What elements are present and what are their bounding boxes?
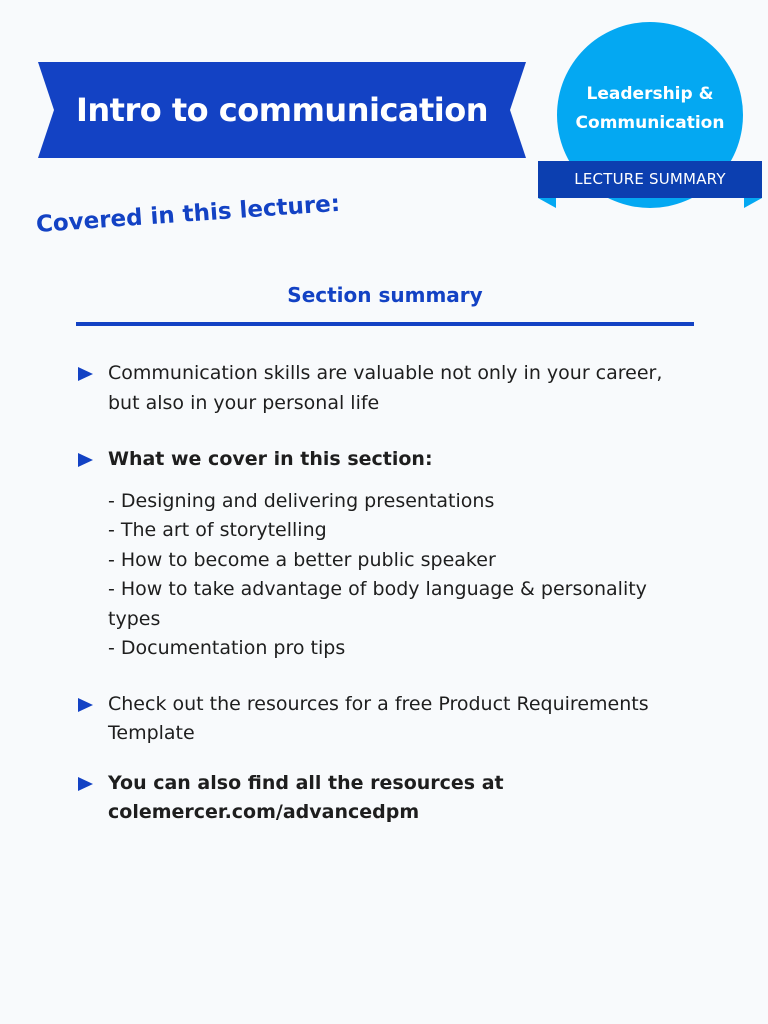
course-badge [538,20,762,210]
list-item [76,769,696,828]
list-item-text: Check out the resources for a free Product Requirements Template [108,692,649,744]
list-item-text: You can also find all the resources at colemercer.com/advancedpm [108,771,504,823]
ribbon-tail-right [744,198,762,208]
triangle-bullet-icon [78,367,93,381]
topic-list [76,487,696,664]
topic-item: - Designing and delivering presentations [108,489,495,512]
topic-item: - How to take advantage of body language & personality types [108,578,647,630]
course-name [557,80,743,138]
summary-list [76,359,696,828]
section-divider [76,322,694,326]
topic-item: - Documentation pro tips [108,637,346,659]
course-name-line-1: Leadership & [586,84,714,104]
title-banner [38,62,526,158]
list-item-text: Communication skills are valuable not only in your career, but also in your personal life [108,362,663,414]
list-item [76,690,696,749]
list-item [76,445,696,475]
course-name-line-2: Communication [575,113,725,133]
covered-heading: Covered in this lecture: [35,190,341,238]
page-title: Intro to communication [75,91,489,129]
triangle-bullet-icon [78,453,93,467]
list-item [76,359,696,418]
ribbon-tail-left [538,198,556,208]
lecture-summary-ribbon: LECTURE SUMMARY [538,161,762,198]
triangle-bullet-icon [78,698,93,712]
section-heading: Section summary [287,283,483,307]
topic-item: - The art of storytelling [108,519,327,541]
topic-item: - How to become a better public speaker [108,548,496,571]
list-item-text: What we cover in this section: [108,448,433,470]
triangle-bullet-icon [78,777,93,791]
